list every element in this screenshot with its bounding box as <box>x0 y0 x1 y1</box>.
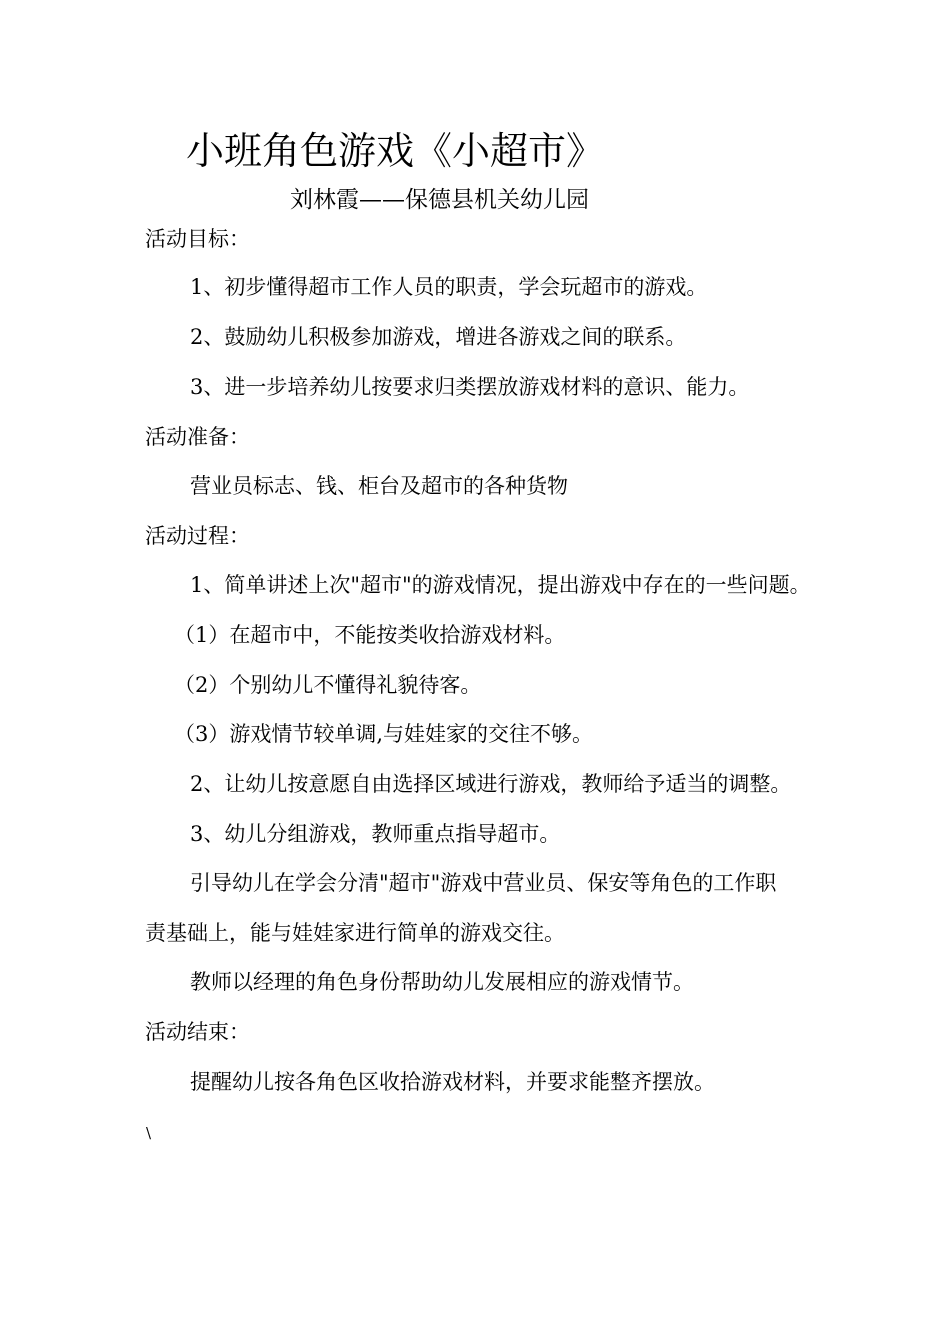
goal-item-2: 2、鼓励幼儿积极参加游戏，增进各游戏之间的联系。 <box>190 325 687 349</box>
goals-heading: 活动目标： <box>145 227 250 251</box>
teacher-paragraph: 教师以经理的角色身份帮助幼儿发展相应的游戏情节。 <box>190 970 694 994</box>
prep-heading: 活动准备： <box>145 425 250 449</box>
guide-paragraph-line-2: 责基础上，能与娃娃家进行简单的游戏交往。 <box>145 921 565 945</box>
goal-item-1: 1、初步懂得超市工作人员的职责，学会玩超市的游戏。 <box>190 275 708 299</box>
problem-item-2: （2）个别幼儿不懂得礼貌待客。 <box>174 673 482 697</box>
end-text: 提醒幼儿按各角色区收拾游戏材料，并要求能整齐摆放。 <box>190 1070 715 1094</box>
guide-paragraph-line-1: 引导幼儿在学会分清"超市"游戏中营业员、保安等角色的工作职 <box>190 871 777 895</box>
author-line: 刘林霞——保德县机关幼儿园 <box>290 187 589 213</box>
goal-item-3: 3、进一步培养幼儿按要求归类摆放游戏材料的意识、能力。 <box>190 375 750 399</box>
process-heading: 活动过程： <box>145 524 250 548</box>
process-step-1: 1、简单讲述上次"超市"的游戏情况，提出游戏中存在的一些问题。 <box>190 573 811 597</box>
prep-text: 营业员标志、钱、柜台及超市的各种货物 <box>190 474 568 498</box>
end-heading: 活动结束： <box>145 1020 250 1044</box>
process-step-2: 2、让幼儿按意愿自由选择区域进行游戏，教师给予适当的调整。 <box>190 772 792 796</box>
problem-item-1: （1）在超市中，不能按类收拾游戏材料。 <box>174 623 566 647</box>
document-title: 小班角色游戏《小超市》 <box>186 129 605 173</box>
process-step-3: 3、幼儿分组游戏，教师重点指导超市。 <box>190 822 561 846</box>
trailing-mark: \ <box>146 1124 152 1142</box>
problem-item-3: （3）游戏情节较单调,与娃娃家的交往不够。 <box>174 722 594 746</box>
